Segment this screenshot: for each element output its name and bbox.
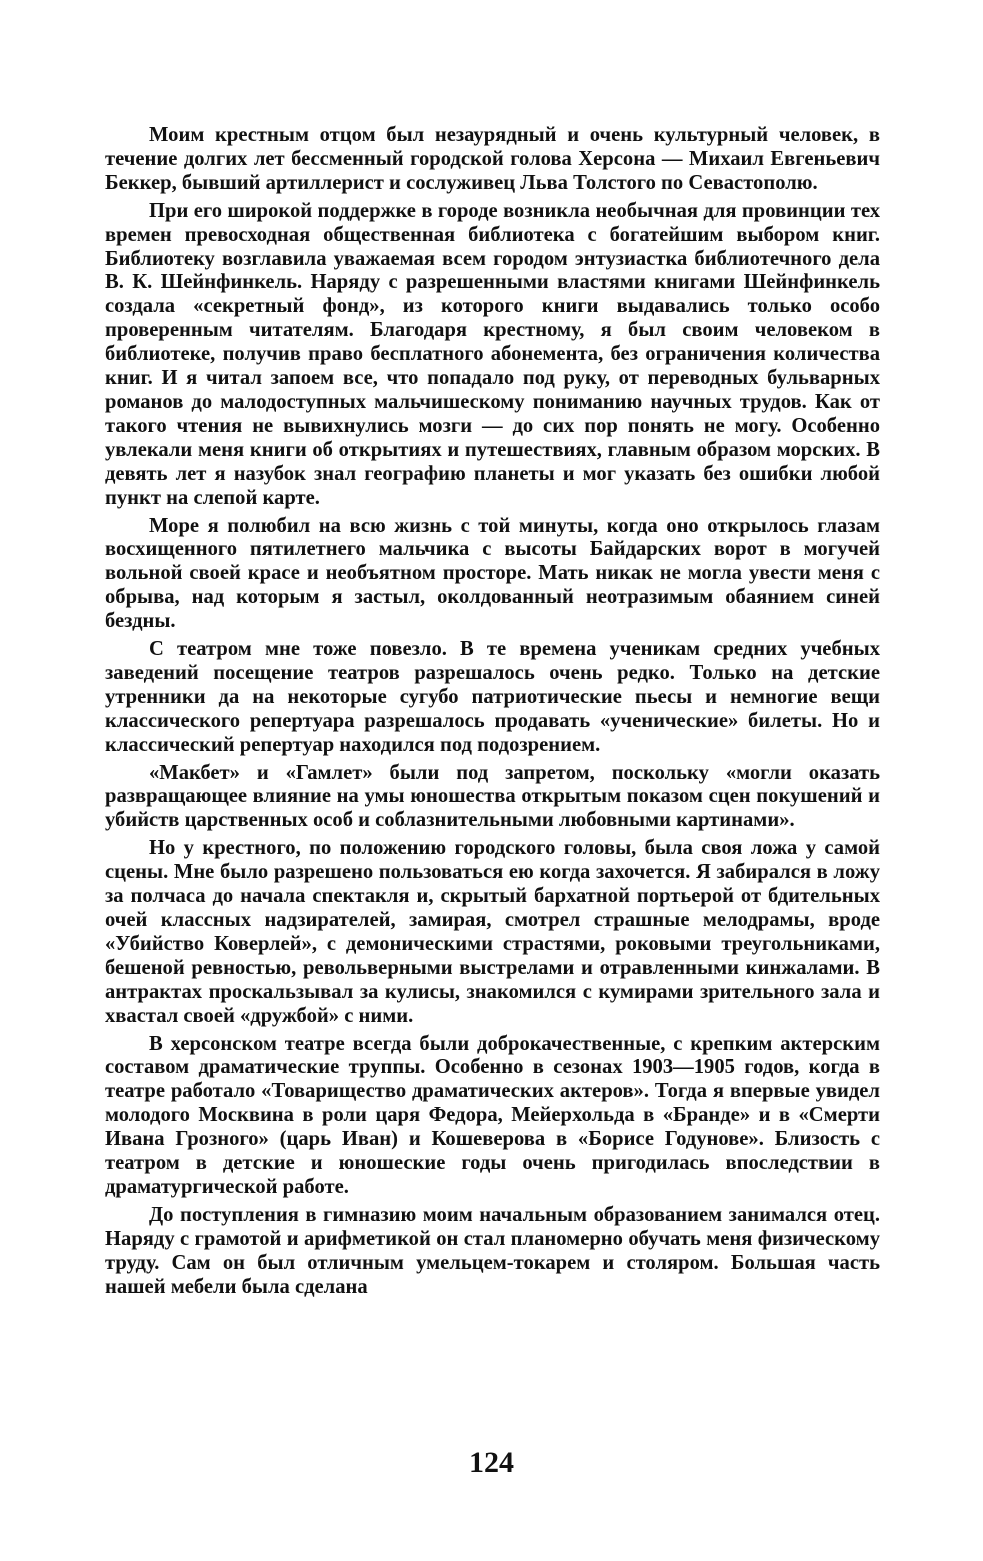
page-number: 124 — [469, 1446, 514, 1479]
paragraph-theatre: С театром мне тоже повезло. В те времена ученикам средних учебных заведений посещение театров разрешалось очень редко. Только на детские утренники да на некоторые сугубо патриотические пьесы и немногие вещи классического репертуара разрешалось продавать «ученические» билеты. Но и классический репертуар находился под подозрением. — [105, 638, 880, 756]
page-body — [105, 124, 880, 1304]
paragraph-library: При его широкой поддержке в городе возникла необычная для провинции тех времен превосходная общественная библиотека с богатейшим выбором книг. Библиотеку возглавила уважаемая всем городом энтузиастка библиотечного дела В. К. Шейнфинкель. Наряду с разрешенными властями книгами Шейнфинкель создала «секретный фонд», из которого книги выдавались только особо проверенным читателям. Благодаря крестному, я был своим человеком в библиотеке, получив право бесплатного абонемента, без ограничения количества книг. И я читал запоем все, что попадало под руку, от переводных бульварных романов до малодоступных мальчишескому пониманию научных трудов. Как от такого чтения не вывихнулись мозги — до сих пор понять не могу. Особенно увлекали меня книги об открытиях и путешествиях, главным образом морских. В девять лет я назубок знал географию планеты и мог указать без ошибки любой пункт на слепой карте. — [105, 199, 880, 509]
paragraph-macbeth-hamlet: «Макбет» и «Гамлет» были под запретом, поскольку «могли оказать развращающее влияние на умы юношества открытым показом сцен покушений и убийств царственных особ и соблазнительными любовными картинами». — [105, 761, 880, 832]
paragraph-theatre-box: Но у крестного, по положению городского головы, была своя ложа у самой сцены. Мне было разрешено пользоваться ею когда захочется. Я забирался в ложу за полчаса до начала спектакля и, скрытый бархатной портьерой от бдительных очей классных надзирателей, замирая, смотрел страшные мелодрамы, вроде «Убийство Коверлей», с демоническими страстями, роковыми треугольниками, бешеной ревностью, револьверными выстрелами и отравленными кинжалами. В антрактах проскальзывал за кулисы, знакомился с кумирами зрительного зала и хвастал своей «дружбой» с ними. — [105, 837, 880, 1027]
paragraph-education: До поступления в гимназию моим начальным образованием занимался отец. Наряду с грамотой и арифметикой он стал планомерно обучать меня физическому труду. Сам он был отличным умельцем-токарем и столяром. Большая часть нашей мебели была сделана — [105, 1203, 880, 1298]
paragraph-godfather: Моим крестным отцом был незаурядный и очень культурный человек, в течение долгих лет бессменный городской голова Херсона — Михаил Евгеньевич Беккер, бывший артиллерист и сослуживец Льва Толстого по Севастополю. — [105, 124, 880, 194]
paragraph-sea: Море я полюбил на всю жизнь с той минуты, когда оно открылось глазам восхищенного пятилетнего мальчика с высоты Байдарских ворот в могучей вольной своей красе и необъятном просторе. Мать никак не могла увести меня с обрыва, над которым я застыл, околдованный неотразимым обаянием синей бездны. — [105, 514, 880, 633]
paragraph-kherson-theatre: В херсонском театре всегда были доброкачественные, с крепким актерским составом драматические труппы. Особенно в сезонах 1903—1905 годов, когда в театре работало «Товарищество драматических актеров». Тогда я впервые увидел молодого Москвина в роли царя Федора, Мейерхольда в «Бранде» и в «Смерти Ивана Грозного» (царь Иван) и Кошеверова в «Борисе Годунове». Близость с театром в детские и юношеские годы очень пригодилась впоследствии в драматургической работе. — [105, 1032, 880, 1198]
